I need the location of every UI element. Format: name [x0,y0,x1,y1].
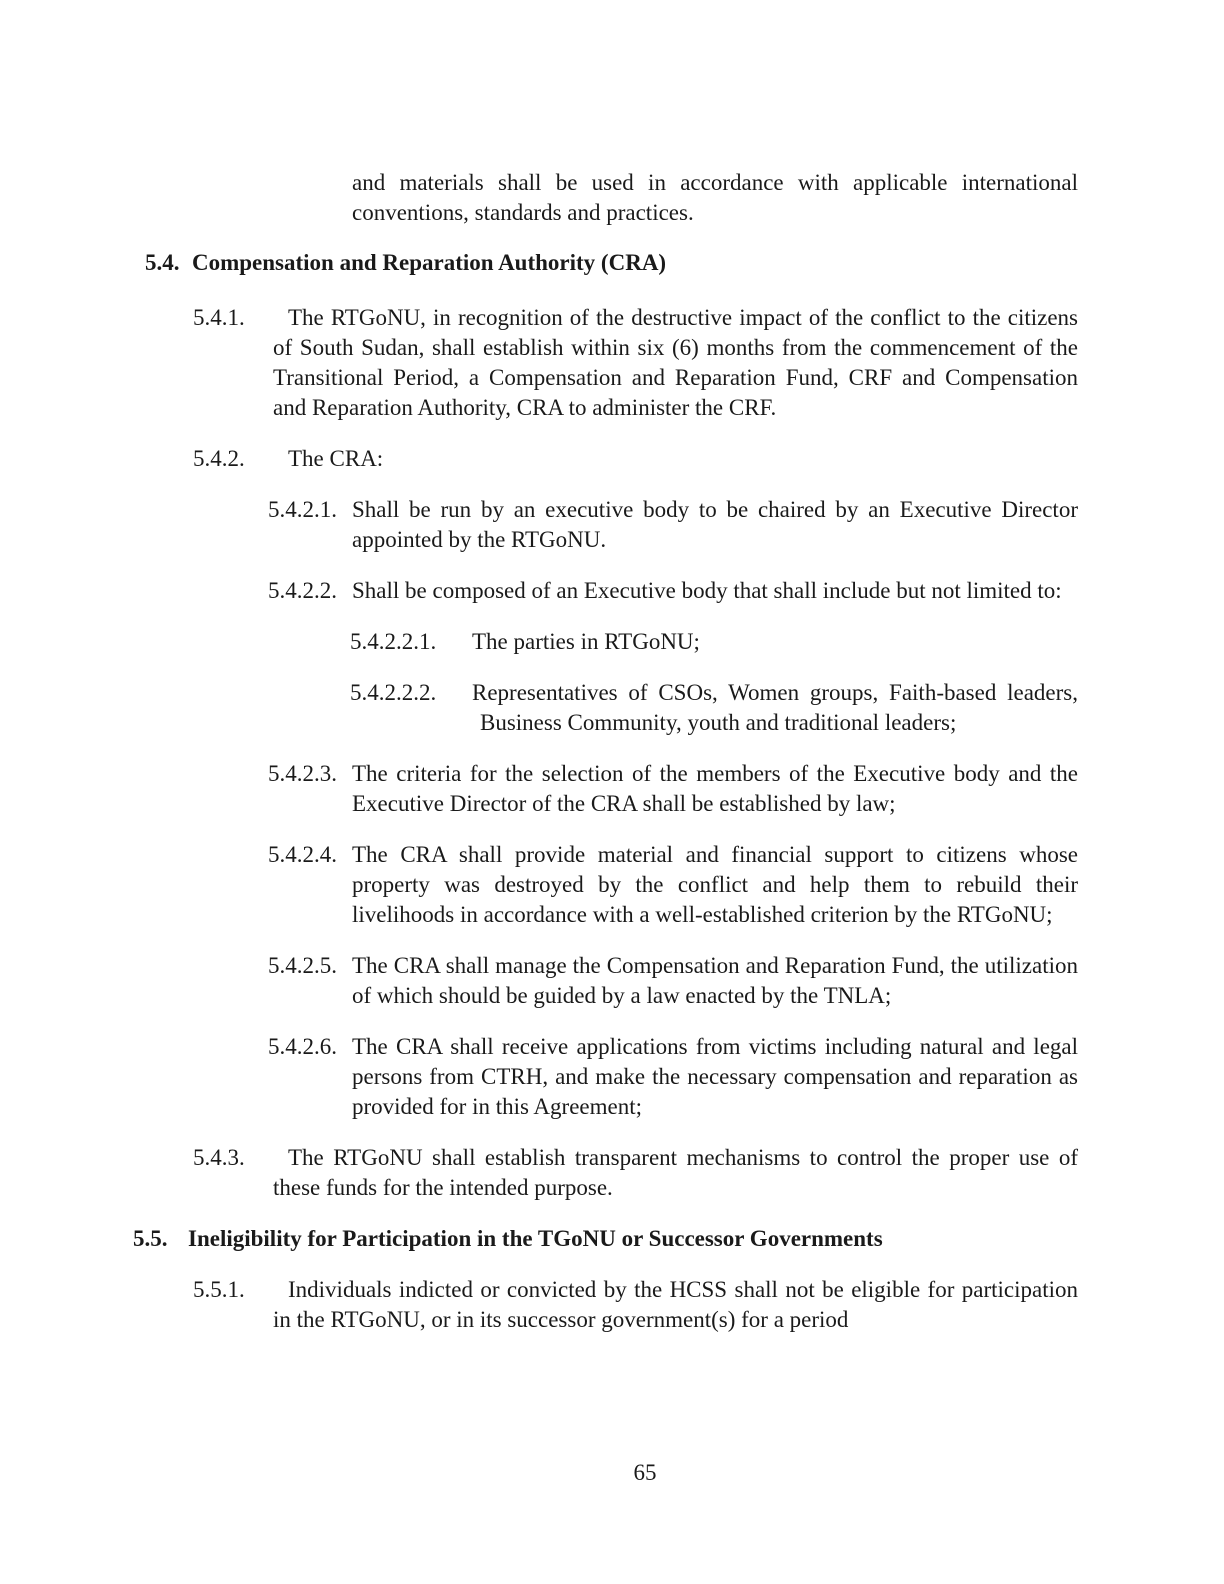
clause-number-5-4-2-2: 5.4.2.2. [268,578,337,603]
heading-5-5 [133,1224,1078,1254]
clause-text-5-5-1: Individuals indicted or convicted by the HCSS shall not be eligible for participation in the RTGoNU, or in its successor government(s) for a period [273,1277,1078,1332]
clause-5-4-2-3 [268,759,1078,819]
clause-number-5-4-2-4: 5.4.2.4. [268,842,337,867]
page-number: 65 [633,1460,657,1485]
clause-5-4-2-2-2 [350,678,1078,738]
clause-5-5-1 [193,1275,1078,1335]
heading-title-5-5: Ineligibility for Participation in the TGoNU or Successor Governments [188,1226,883,1251]
clause-text-5-4-2-2-2: Representatives of CSOs, Women groups, Faith-based leaders, Business Community, youth and traditional leaders; [472,680,1078,735]
clause-number-5-4-1: 5.4.1. [193,305,245,330]
clause-number-5-4-2-1: 5.4.2.1. [268,497,337,522]
clause-number-5-4-2-3: 5.4.2.3. [268,761,337,786]
continuation-paragraph [352,168,1078,228]
clause-number-5-4-2: 5.4.2. [193,446,245,471]
clause-5-4-3 [193,1143,1078,1203]
clause-5-4-2-5 [268,951,1078,1011]
clause-number-5-4-2-6: 5.4.2.6. [268,1034,337,1059]
heading-5-4 [145,248,1078,278]
clause-text-5-4-2-2: Shall be composed of an Executive body that shall include but not limited to: [352,578,1062,603]
clause-text-5-4-2-2-1: The parties in RTGoNU; [472,629,700,654]
clause-number-5-4-2-2-2: 5.4.2.2.2. [350,680,437,705]
clause-5-4-2-4 [268,840,1078,930]
clause-number-5-5-1: 5.5.1. [193,1277,245,1302]
clause-5-4-2-1 [268,495,1078,555]
clause-text-5-4-3: The RTGoNU shall establish transparent mechanisms to control the proper use of these funds for the intended purpose. [273,1145,1078,1200]
clause-number-5-4-3: 5.4.3. [193,1145,245,1170]
clause-text-5-4-2-4: The CRA shall provide material and financial support to citizens whose property was destroyed by the conflict and help them to rebuild their livelihoods in accordance with a well-established criterion by the RTGoNU; [352,842,1078,927]
heading-title-5-4: Compensation and Reparation Authority (CRA) [192,250,667,275]
clause-text-5-4-2-5: The CRA shall manage the Compensation and Reparation Fund, the utilization of which should be guided by a law enacted by the TNLA; [352,953,1078,1008]
clause-5-4-2 [193,444,1078,474]
clause-text-5-4-2-6: The CRA shall receive applications from victims including natural and legal persons from CTRH, and make the necessary compensation and reparation as provided for in this Agreement; [352,1034,1078,1119]
heading-number-5-5: 5.5. [133,1226,168,1251]
clause-text-5-4-1: The RTGoNU, in recognition of the destructive impact of the conflict to the citizens of South Sudan, shall establish within six (6) months from the commencement of the Transitional Period, a Compensation and Reparation Fund, CRF and Compensation and Reparation Authority, CRA to administer the CRF. [273,305,1078,420]
clause-5-4-2-2-1 [350,627,1078,657]
heading-number-5-4: 5.4. [145,250,180,275]
document-content [0,168,1078,1356]
clause-text-5-4-2-3: The criteria for the selection of the members of the Executive body and the Executive Director of the CRA shall be established by law; [352,761,1078,816]
clause-text-5-4-2: The CRA: [288,446,384,471]
clause-text-5-4-2-1: Shall be run by an executive body to be chaired by an Executive Director appointed by the RTGoNU. [352,497,1078,552]
continuation-text: and materials shall be used in accordance with applicable international conventions, standards and practices. [352,170,1078,225]
clause-number-5-4-2-5: 5.4.2.5. [268,953,337,978]
clause-5-4-2-2 [268,576,1078,606]
clause-5-4-1 [193,303,1078,423]
clause-number-5-4-2-2-1: 5.4.2.2.1. [350,629,437,654]
clause-5-4-2-6 [268,1032,1078,1122]
